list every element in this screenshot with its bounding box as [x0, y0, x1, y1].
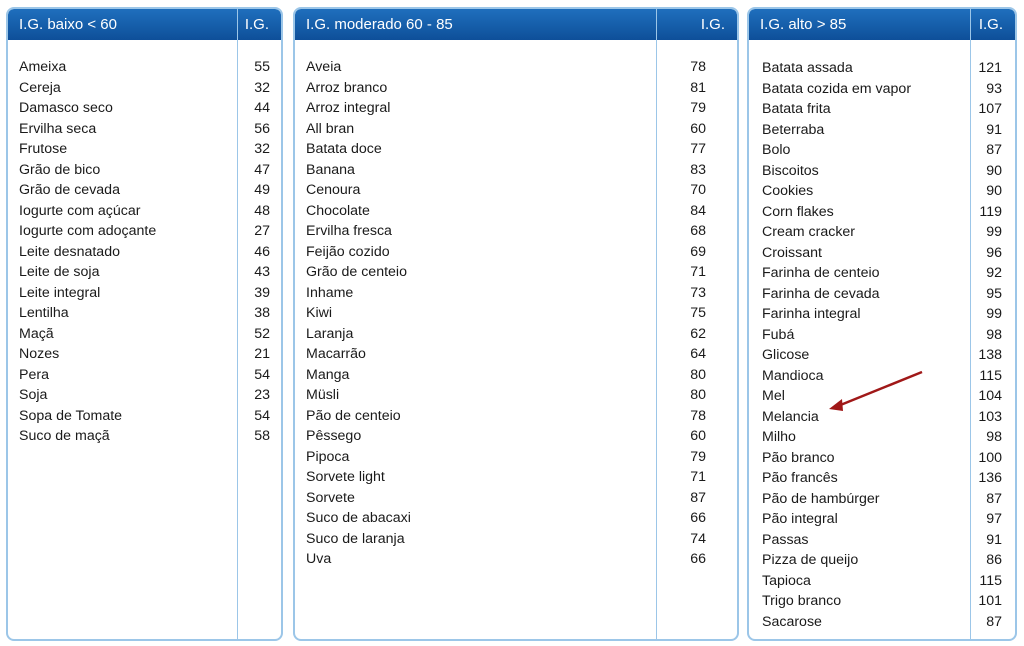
gi-value: 56 — [254, 120, 270, 137]
food-name: Suco de maçã — [19, 428, 110, 444]
food-name: Fubá — [762, 326, 795, 343]
gi-value: 138 — [978, 347, 1002, 363]
gi-value: 48 — [254, 202, 270, 219]
gi-value: 93 — [986, 80, 1002, 97]
food-name: Inhame — [306, 284, 354, 301]
gi-value: 119 — [979, 203, 1002, 220]
food-name: Batata frita — [762, 101, 831, 117]
gi-value: 98 — [986, 326, 1002, 343]
gi-value: 80 — [690, 366, 706, 383]
gi-value: 80 — [690, 387, 706, 403]
food-name: Pipoca — [306, 448, 350, 465]
food-name: Grão de bico — [19, 161, 101, 178]
food-name: Glicose — [762, 347, 810, 363]
gi-value: 62 — [690, 325, 706, 342]
food-name: Cookies — [762, 183, 814, 199]
gi-value: 87 — [986, 490, 1002, 507]
food-name: Macarrão — [306, 346, 366, 362]
food-name: Mandioca — [762, 367, 824, 384]
food-name: Aveia — [306, 59, 342, 75]
food-name: Batata assada — [762, 60, 853, 76]
gi-value: 66 — [690, 551, 706, 567]
gi-value: 64 — [690, 346, 706, 362]
gi-value: 90 — [986, 162, 1002, 179]
gi-value: 78 — [690, 59, 706, 75]
gi-value: 96 — [986, 244, 1002, 261]
food-name: Ervilha fresca — [306, 223, 392, 239]
gi-value: 87 — [986, 613, 1002, 630]
gi-value: 115 — [979, 572, 1002, 589]
food-name: Leite desnatado — [19, 243, 120, 260]
food-name: Soja — [19, 387, 48, 403]
food-name: Grão de centeio — [306, 264, 407, 280]
gi-value: 103 — [978, 408, 1002, 425]
gi-value: 60 — [690, 120, 706, 137]
food-name: Nozes — [19, 346, 60, 362]
gi-value: 86 — [986, 552, 1002, 568]
food-name: Sorvete — [306, 489, 355, 506]
food-name: Farinha de centeio — [762, 265, 880, 281]
gi-value: 115 — [979, 367, 1002, 384]
gi-value: 79 — [690, 448, 706, 465]
gi-value: 73 — [690, 284, 706, 301]
gi-value: 95 — [986, 285, 1002, 302]
gi-value: 92 — [986, 265, 1002, 281]
food-name: Pão de hambúrger — [762, 490, 880, 507]
gi-value: 99 — [986, 224, 1002, 240]
gi-value: 91 — [986, 531, 1002, 548]
gi-value: 74 — [690, 530, 706, 547]
food-name: Suco de abacaxi — [306, 510, 411, 526]
gi-value: 97 — [986, 511, 1002, 527]
panel-title: I.G. moderado 60 - 85 — [306, 16, 453, 33]
food-name: Uva — [306, 551, 332, 567]
food-name: Kiwi — [306, 305, 333, 321]
food-name: Banana — [306, 161, 355, 178]
gi-value: 107 — [978, 101, 1002, 117]
food-name: Pão branco — [762, 449, 835, 466]
gi-value: 23 — [254, 387, 270, 403]
panel-title: I.G. baixo < 60 — [19, 16, 117, 33]
gi-value: 98 — [986, 429, 1002, 445]
food-name: Manga — [306, 366, 350, 383]
food-name: Cream cracker — [762, 224, 856, 240]
food-name: Chocolate — [306, 202, 370, 219]
food-name: Farinha integral — [762, 306, 861, 322]
food-name: Bolo — [762, 142, 791, 158]
food-name: Croissant — [762, 244, 822, 261]
food-name: Grão de cevada — [19, 182, 120, 198]
food-name: Damasco seco — [19, 100, 113, 116]
gi-value: 78 — [690, 407, 706, 424]
gi-value: 66 — [690, 510, 706, 526]
food-name: Melancia — [762, 408, 819, 425]
panel-title: I.G. alto > 85 — [760, 16, 847, 33]
gi-value: 38 — [254, 305, 270, 321]
food-name: Arroz integral — [306, 100, 391, 116]
gi-value: 83 — [690, 161, 706, 178]
gi-value: 32 — [254, 79, 270, 96]
gi-value: 79 — [690, 100, 706, 116]
food-name: Maçã — [19, 325, 54, 342]
gi-value: 100 — [978, 449, 1002, 466]
gi-value: 91 — [986, 121, 1002, 138]
food-name: Biscoitos — [762, 162, 819, 179]
gi-value: 46 — [254, 243, 270, 260]
food-name: Beterraba — [762, 121, 825, 138]
food-name: Batata doce — [306, 141, 382, 157]
panel-ig-label: I.G. — [700, 16, 725, 33]
gi-value: 54 — [254, 366, 270, 383]
gi-value: 136 — [978, 470, 1002, 486]
food-name: Müsli — [306, 387, 340, 403]
gi-value: 69 — [690, 243, 706, 260]
food-name: Pão de centeio — [306, 407, 401, 424]
gi-value: 32 — [254, 141, 270, 157]
gi-value: 121 — [978, 60, 1002, 76]
gi-value: 87 — [690, 489, 706, 506]
food-name: Sopa de Tomate — [19, 407, 123, 424]
gi-value: 68 — [690, 223, 706, 239]
food-name: Lentilha — [19, 305, 69, 321]
food-name: Leite de soja — [19, 264, 100, 280]
food-name: Arroz branco — [306, 79, 388, 96]
food-name: Frutose — [19, 141, 68, 157]
gi-value: 71 — [690, 264, 706, 280]
gi-value: 84 — [690, 202, 706, 219]
gi-value: 90 — [986, 183, 1002, 199]
gi-value: 70 — [690, 182, 706, 198]
gi-value: 27 — [254, 223, 270, 239]
gi-value: 104 — [978, 388, 1002, 404]
gi-value: 75 — [690, 305, 706, 321]
food-name: Leite integral — [19, 284, 101, 301]
gi-value: 52 — [254, 325, 270, 342]
food-name: Mel — [762, 388, 785, 404]
food-name: Feijão cozido — [306, 243, 390, 260]
food-name: Sorvete light — [306, 469, 385, 485]
food-name: Farinha de cevada — [762, 285, 880, 302]
food-name: Cenoura — [306, 182, 361, 198]
food-name: Iogurte com adoçante — [19, 223, 157, 239]
food-name: Pão integral — [762, 511, 838, 527]
gi-value: 47 — [254, 161, 270, 178]
food-name: Iogurte com açúcar — [19, 202, 141, 219]
gi-value: 60 — [690, 428, 706, 444]
food-name: All bran — [306, 120, 355, 137]
food-name: Pizza de queijo — [762, 552, 859, 568]
gi-value: 39 — [254, 284, 270, 301]
panel-ig-label: I.G. — [978, 16, 1003, 33]
gi-value: 101 — [978, 593, 1002, 609]
food-name: Sacarose — [762, 613, 822, 630]
food-name: Batata cozida em vapor — [762, 80, 912, 97]
food-name: Pera — [19, 366, 49, 383]
gi-value: 87 — [986, 142, 1002, 158]
gi-value: 81 — [690, 79, 706, 96]
food-name: Trigo branco — [762, 593, 842, 609]
food-name: Cereja — [19, 79, 61, 96]
gi-value: 43 — [254, 264, 270, 280]
food-name: Laranja — [306, 325, 354, 342]
food-name: Ervilha seca — [19, 120, 97, 137]
gi-value: 77 — [690, 141, 706, 157]
food-name: Corn flakes — [762, 203, 834, 220]
food-name: Pêssego — [306, 428, 362, 444]
food-name: Pão francês — [762, 470, 838, 486]
gi-value: 49 — [254, 182, 270, 198]
gi-value: 71 — [690, 469, 706, 485]
gi-value: 44 — [254, 100, 270, 116]
gi-value: 55 — [254, 59, 270, 75]
gi-value: 21 — [254, 346, 270, 362]
food-name: Ameixa — [19, 59, 67, 75]
gi-value: 58 — [254, 428, 270, 444]
food-name: Passas — [762, 531, 809, 548]
panel-ig-label: I.G. — [244, 16, 269, 33]
gi-value: 54 — [254, 407, 270, 424]
food-name: Suco de laranja — [306, 530, 405, 547]
gi-value: 99 — [986, 306, 1002, 322]
food-name: Milho — [762, 429, 796, 445]
food-name: Tapioca — [762, 572, 811, 589]
